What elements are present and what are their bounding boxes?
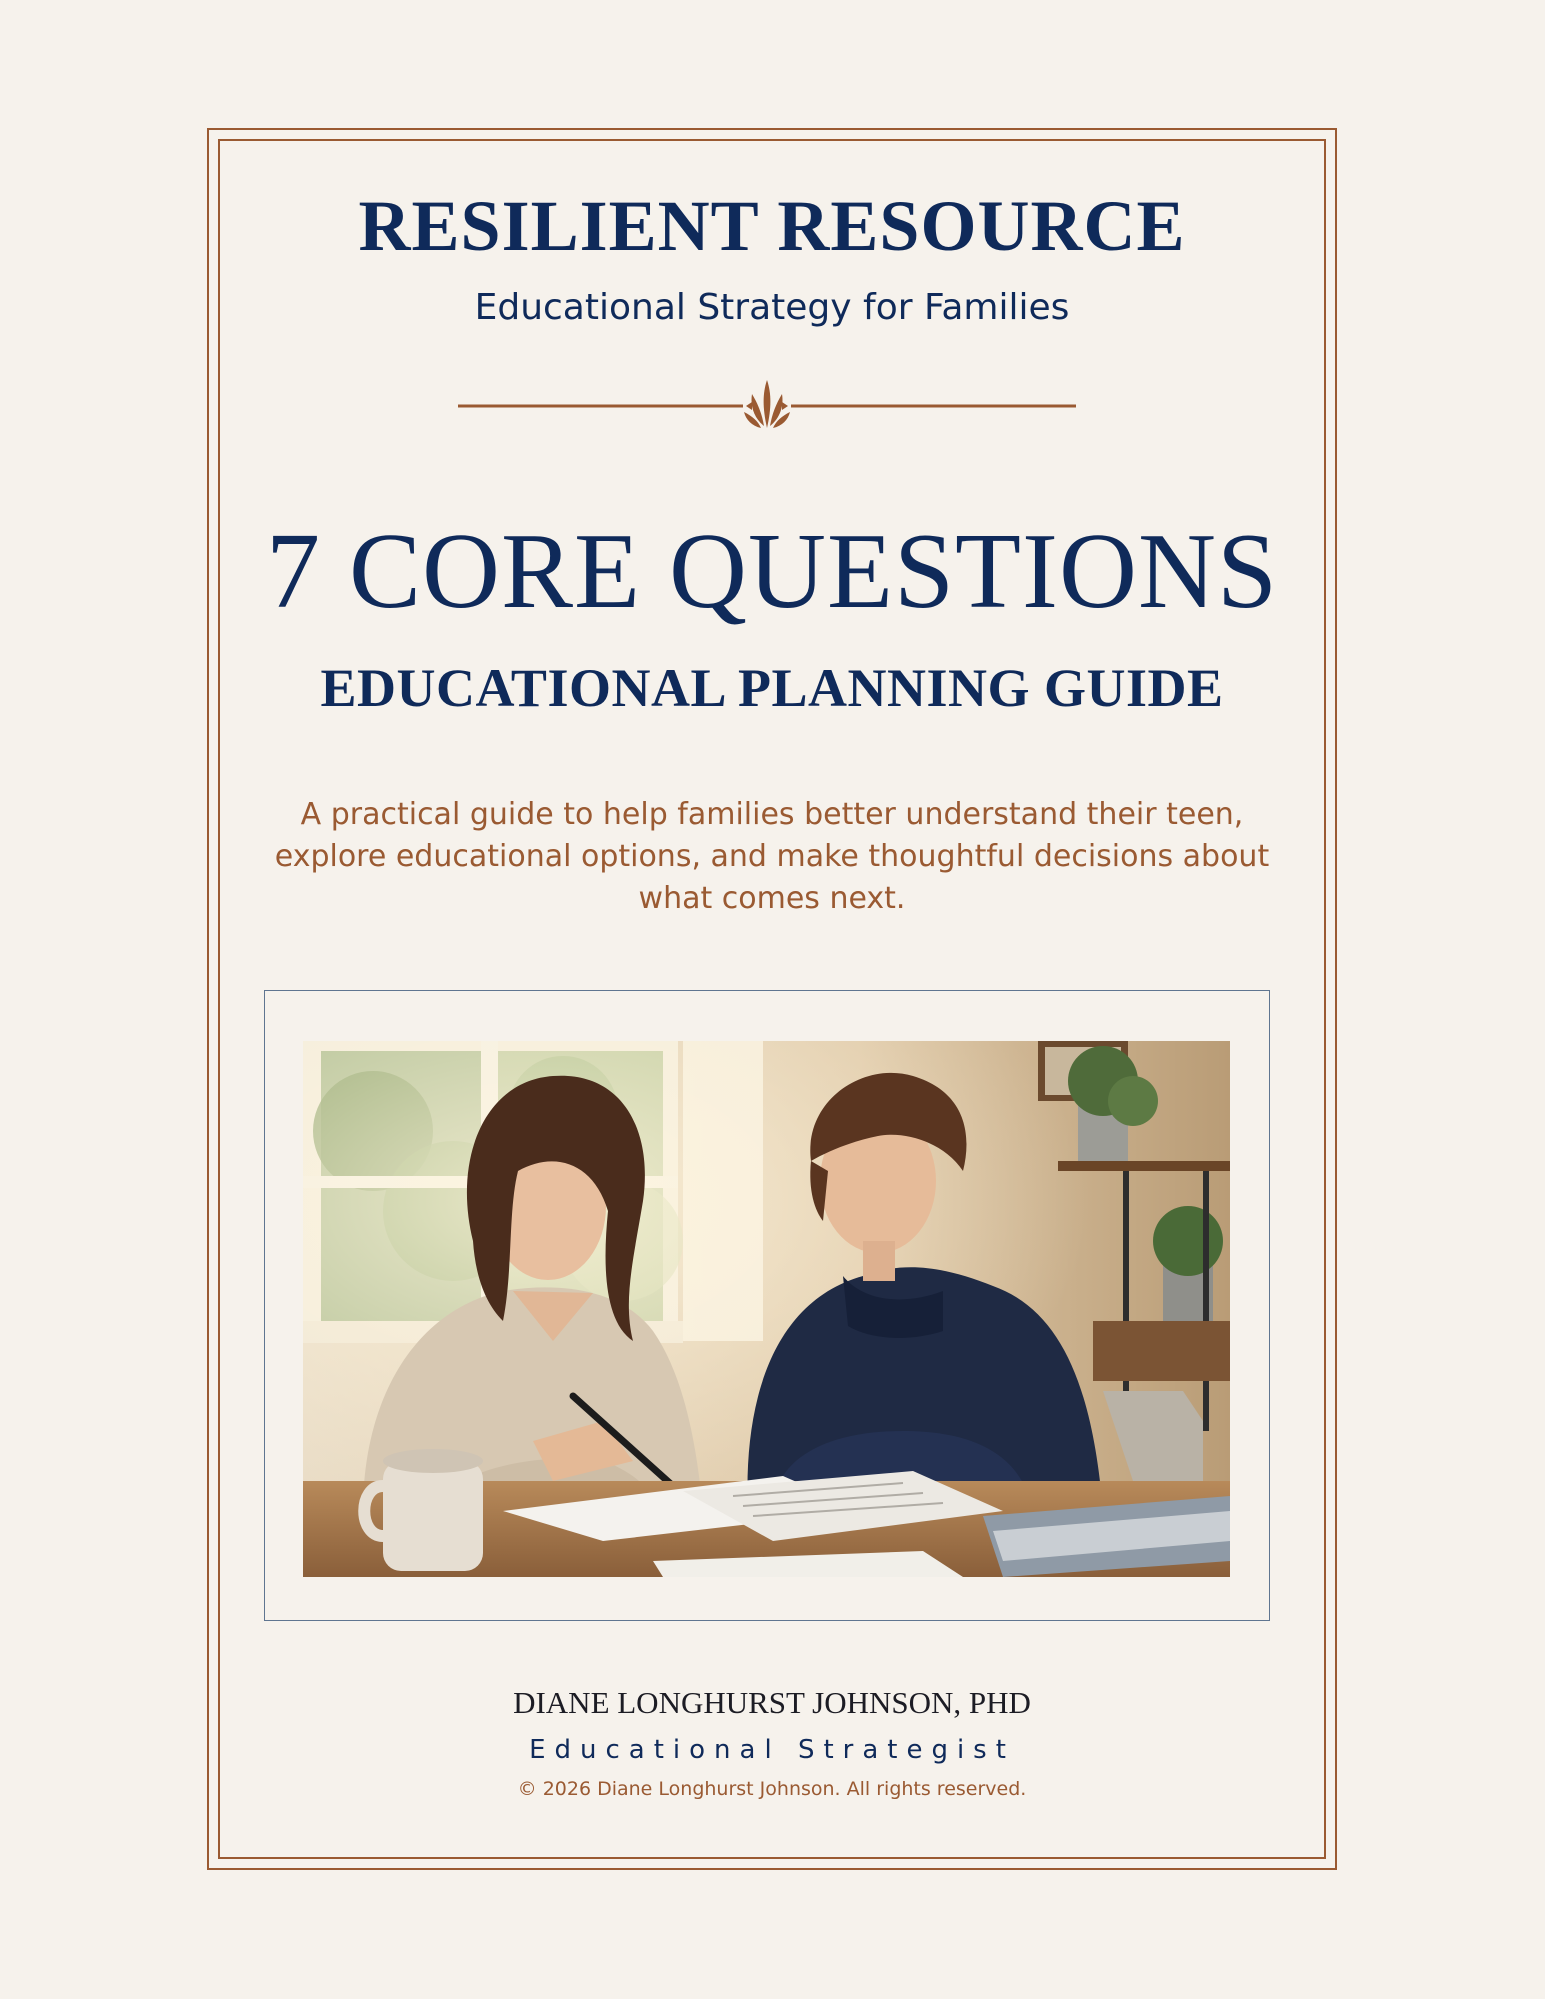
brand-tagline: Educational Strategy for Families: [474, 287, 1070, 328]
guide-subtitle: EDUCATIONAL PLANNING GUIDE: [320, 658, 1224, 718]
leaf-flourish-icon: [744, 380, 790, 428]
guide-title: 7 CORE QUESTIONS: [265, 512, 1279, 631]
brand-name: RESILIENT RESOURCE: [358, 186, 1186, 266]
author-role: Educational Strategist: [529, 1735, 1015, 1765]
author-name: DIANE LONGHURST JOHNSON, PHD: [513, 1685, 1031, 1720]
ornamental-divider: [458, 376, 1076, 436]
parent-and-teen-studying-photo: [303, 1041, 1230, 1577]
copyright-notice: © 2026 Diane Longhurst Johnson. All rights reserved.: [517, 1778, 1027, 1800]
guide-description: A practical guide to help families better understand their teen, explore educational options, and make thoughtful decisions about what comes next.: [274, 797, 1270, 916]
